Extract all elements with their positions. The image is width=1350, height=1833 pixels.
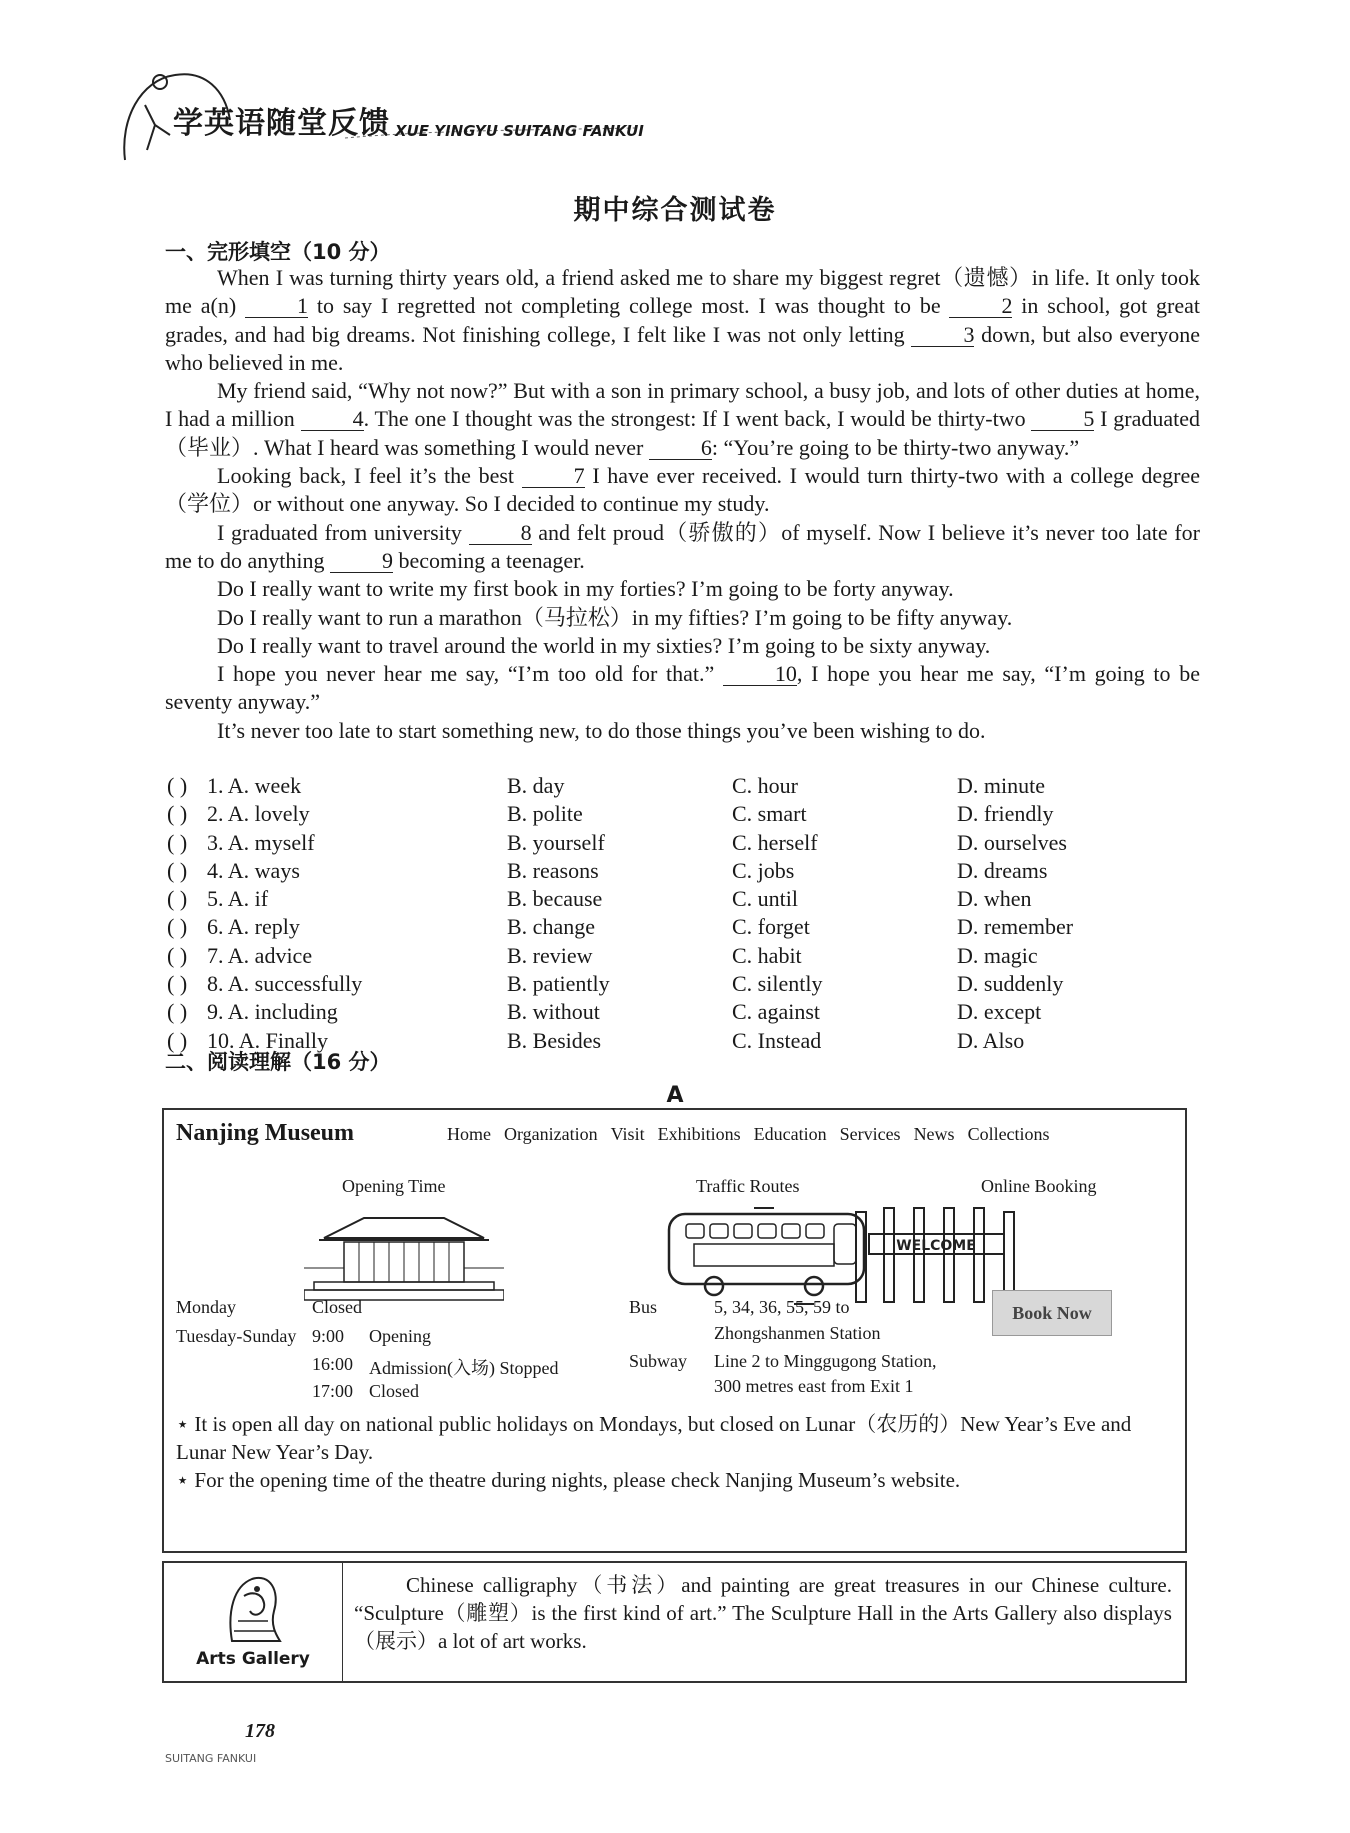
answer-bracket[interactable]: ( ) bbox=[167, 829, 188, 855]
option-b: B. because bbox=[507, 886, 603, 912]
passage-text: When I was turning thirty years old, a friend asked me to share my biggest regret（遗憾）in life. It only took me a(n) bbox=[165, 265, 1200, 319]
answer-bracket[interactable]: ( ) bbox=[167, 773, 188, 798]
option-c: C. against bbox=[732, 999, 820, 1025]
subway-label: Subway bbox=[629, 1351, 687, 1371]
answer-bracket[interactable]: ( ) bbox=[167, 1027, 188, 1053]
option-c: C. hour bbox=[732, 773, 798, 798]
passage-text: Do I really want to run a marathon（马拉松）in my fifties? I’m going to be fifty anyway. bbox=[217, 604, 1013, 630]
arts-gallery-logo bbox=[164, 1563, 343, 1681]
passage-text: . The one I thought was the strongest: If I went back, I would be thirty-two bbox=[363, 406, 1032, 432]
option-row bbox=[167, 914, 1207, 942]
option-c: C. Instead bbox=[732, 1027, 822, 1053]
museum-name: Nanjing Museum bbox=[176, 1120, 355, 1146]
option-b: B. reasons bbox=[507, 857, 599, 883]
answer-bracket[interactable]: ( ) bbox=[167, 857, 188, 883]
passage-paragraph bbox=[165, 575, 1200, 603]
subway-line-1: Line 2 to Minggugong Station, bbox=[714, 1351, 937, 1371]
option-row bbox=[167, 999, 1207, 1027]
passage-text: It’s never too late to start something new, to do those things you’ve been wishing to do. bbox=[217, 717, 986, 743]
passage-text: in school, got great grades, and had big dreams. Not finishing college, I felt like I was not only letting bbox=[165, 293, 1200, 347]
passage-text: I graduated from university bbox=[217, 519, 469, 545]
passage-paragraph bbox=[165, 264, 1200, 377]
passage-text: becoming a teenager. bbox=[392, 547, 585, 573]
bus-line-1: 5, 34, 36, 55, 59 to bbox=[714, 1297, 850, 1317]
nav-item-education[interactable]: Education bbox=[753, 1124, 827, 1144]
header-title-en: XUE YINGYU SUITANG FANKUI bbox=[395, 122, 644, 140]
option-a: 4. A. ways bbox=[207, 857, 300, 883]
option-row bbox=[167, 830, 1207, 858]
nav-item-home[interactable]: Home bbox=[447, 1124, 491, 1144]
online-booking-heading: Online Booking bbox=[981, 1176, 1097, 1196]
option-row bbox=[167, 886, 1207, 914]
passage-text: , I hope you hear me say, “I’m going to be seventy anyway.” bbox=[165, 661, 1200, 715]
option-b: B. review bbox=[507, 942, 593, 968]
cloze-blank: 10 bbox=[723, 663, 797, 686]
option-row bbox=[167, 943, 1207, 971]
time-1-label: Opening bbox=[369, 1326, 431, 1346]
cloze-options bbox=[167, 773, 1207, 1056]
time-3-label: Closed bbox=[369, 1381, 420, 1401]
option-row bbox=[167, 773, 1207, 801]
museum-webpage bbox=[162, 1108, 1187, 1553]
option-d: D. ourselves bbox=[957, 829, 1067, 855]
passage-paragraph bbox=[165, 377, 1200, 462]
cloze-blank: 6 bbox=[649, 437, 712, 460]
passage-paragraph bbox=[165, 604, 1200, 632]
section2-heading: 二、阅读理解（16 分） bbox=[165, 1050, 391, 1074]
option-d: D. remember bbox=[957, 914, 1074, 940]
answer-bracket[interactable]: ( ) bbox=[167, 971, 188, 997]
option-d: D. when bbox=[957, 886, 1032, 912]
option-b: B. patiently bbox=[507, 971, 610, 997]
option-d: D. friendly bbox=[957, 801, 1054, 827]
welcome-text: WELCOME bbox=[896, 1238, 976, 1254]
option-c: C. silently bbox=[732, 971, 823, 997]
passage-text: My friend said, “Why not now?” But with a son in primary school, a busy job, and lots of other duties at home, I had a million bbox=[165, 378, 1200, 432]
note-2-text: For the opening time of the theatre during nights, please check Nanjing Museum’s website. bbox=[194, 1468, 961, 1492]
option-b: B. Besides bbox=[507, 1027, 602, 1053]
nav-item-exhibitions[interactable]: Exhibitions bbox=[657, 1124, 741, 1144]
option-c: C. until bbox=[732, 886, 799, 912]
monday-status: Closed bbox=[312, 1297, 363, 1317]
cloze-passage bbox=[165, 264, 1200, 745]
star-icon: ⋆ bbox=[176, 1468, 190, 1492]
time-3: 17:00 bbox=[312, 1381, 354, 1401]
nav-item-collections[interactable]: Collections bbox=[967, 1124, 1050, 1144]
option-a: 3. A. myself bbox=[207, 829, 315, 855]
cloze-blank: 9 bbox=[330, 550, 393, 573]
page-number: 178 bbox=[245, 1720, 275, 1742]
museum-note-2 bbox=[176, 1466, 1176, 1494]
passage-paragraph bbox=[165, 632, 1200, 660]
star-icon: ⋆ bbox=[176, 1412, 190, 1436]
option-row bbox=[167, 858, 1207, 886]
museum-note-1 bbox=[176, 1410, 1176, 1466]
arts-gallery-emblem-icon bbox=[222, 1571, 284, 1647]
option-d: D. except bbox=[957, 999, 1042, 1025]
option-c: C. forget bbox=[732, 914, 810, 940]
nav-item-visit[interactable]: Visit bbox=[610, 1124, 645, 1144]
arts-gallery-text: Chinese calligraphy（书法）and painting are great treasures in our Chinese culture. “Sculpture（雕塑）is the first kind of art.” The Sculpture Hall in the Arts Gallery also displays（展示）a lot of art works. bbox=[354, 1573, 1172, 1653]
book-now-button[interactable]: Book Now bbox=[992, 1290, 1112, 1336]
passage-text: to say I regretted not completing college most. I was thought to be bbox=[308, 293, 950, 319]
time-2-label: Admission(入场) Stopped bbox=[369, 1358, 559, 1378]
bus-label: Bus bbox=[629, 1297, 658, 1317]
option-d: D. suddenly bbox=[957, 971, 1064, 997]
bus-line-2: Zhongshanmen Station bbox=[714, 1323, 881, 1343]
option-a: 7. A. advice bbox=[207, 942, 313, 968]
option-a: 5. A. if bbox=[207, 886, 269, 912]
museum-nav bbox=[447, 1124, 1063, 1145]
option-b: B. yourself bbox=[507, 829, 605, 855]
option-row bbox=[167, 971, 1207, 999]
answer-bracket[interactable]: ( ) bbox=[167, 914, 188, 940]
monday-label: Monday bbox=[176, 1297, 236, 1317]
header-logo bbox=[115, 60, 675, 170]
cloze-blank: 1 bbox=[245, 295, 308, 318]
option-b: B. day bbox=[507, 773, 565, 798]
passage-text: Looking back, I feel it’s the best bbox=[217, 463, 522, 489]
passage-paragraph bbox=[165, 717, 1200, 745]
passage-text: and felt proud（骄傲的）of myself. Now I believe it’s never too late for me to do anything bbox=[165, 519, 1200, 573]
passage-text: Do I really want to write my first book in my forties? I’m going to be forty anyway. bbox=[217, 576, 954, 602]
note-1-text: It is open all day on national public holidays on Mondays, but closed on Lunar（农历的）New Year’s Eve and Lunar New Year’s Day. bbox=[176, 1412, 1132, 1464]
option-d: D. dreams bbox=[957, 857, 1048, 883]
page-title: 期中综合测试卷 bbox=[573, 195, 777, 226]
option-c: C. jobs bbox=[732, 857, 795, 883]
cloze-blank: 8 bbox=[469, 522, 532, 545]
museum-building-icon bbox=[304, 1208, 504, 1308]
tue-sun-label: Tuesday-Sunday bbox=[176, 1326, 297, 1346]
time-2: 16:00 bbox=[312, 1354, 354, 1374]
option-a: 6. A. reply bbox=[207, 914, 300, 940]
option-b: B. change bbox=[507, 914, 595, 940]
passage-text: I hope you never hear me say, “I’m too old for that.” bbox=[217, 661, 723, 687]
answer-bracket[interactable]: ( ) bbox=[167, 886, 188, 912]
nav-item-services[interactable]: Services bbox=[839, 1124, 901, 1144]
arts-gallery-label: Arts Gallery bbox=[196, 1649, 310, 1669]
option-c: C. herself bbox=[732, 829, 818, 855]
nav-item-news[interactable]: News bbox=[913, 1124, 955, 1144]
nav-item-organization[interactable]: Organization bbox=[504, 1124, 598, 1144]
option-d: D. magic bbox=[957, 942, 1038, 968]
passage-text: I graduated（毕业）. What I heard was something I would never bbox=[165, 406, 1200, 460]
option-a: 2. A. lovely bbox=[207, 801, 310, 827]
option-d: D. Also bbox=[957, 1027, 1025, 1053]
section1-heading: 一、完形填空（10 分） bbox=[165, 240, 391, 264]
passage-text: I have ever received. I would turn thirty-two with a college degree（学位）or without one anyway. So I decided to continue my study. bbox=[165, 463, 1200, 517]
option-row bbox=[167, 801, 1207, 829]
passage-letter: A bbox=[666, 1083, 684, 1108]
option-c: C. habit bbox=[732, 942, 802, 968]
cloze-blank: 5 bbox=[1031, 408, 1094, 431]
passage-paragraph bbox=[165, 519, 1200, 576]
answer-bracket[interactable]: ( ) bbox=[167, 801, 188, 827]
subway-line-2: 300 metres east from Exit 1 bbox=[714, 1376, 914, 1396]
option-d: D. minute bbox=[957, 773, 1045, 798]
welcome-gate-icon bbox=[854, 1204, 1019, 1304]
passage-paragraph bbox=[165, 660, 1200, 717]
passage-text: down, but also everyone who believed in me. bbox=[165, 321, 1200, 375]
time-1: 9:00 bbox=[312, 1326, 345, 1346]
footer-text: SUITANG FANKUI bbox=[165, 1752, 257, 1765]
answer-bracket[interactable]: ( ) bbox=[167, 999, 188, 1025]
cloze-blank: 2 bbox=[949, 295, 1012, 318]
cloze-blank: 3 bbox=[911, 324, 974, 347]
arts-gallery-box bbox=[162, 1561, 1187, 1683]
option-c: C. smart bbox=[732, 801, 807, 827]
option-a: 8. A. successfully bbox=[207, 971, 363, 997]
option-a: 9. A. including bbox=[207, 999, 338, 1025]
option-a: 10. A. Finally bbox=[207, 1027, 329, 1053]
opening-time-heading: Opening Time bbox=[342, 1176, 446, 1196]
passage-text: : “You’re going to be thirty-two anyway.” bbox=[711, 434, 1080, 460]
traffic-routes-heading: Traffic Routes bbox=[696, 1176, 800, 1196]
passage-paragraph bbox=[165, 462, 1200, 519]
cloze-blank: 7 bbox=[522, 465, 585, 488]
option-b: B. without bbox=[507, 999, 600, 1025]
option-a: 1. A. week bbox=[207, 773, 302, 798]
option-b: B. polite bbox=[507, 801, 583, 827]
cloze-blank: 4 bbox=[301, 408, 364, 431]
header-title-cn: 学英语随堂反馈 bbox=[173, 106, 390, 141]
passage-text: Do I really want to travel around the world in my sixties? I’m going to be sixty anyway. bbox=[217, 632, 991, 658]
answer-bracket[interactable]: ( ) bbox=[167, 942, 188, 968]
